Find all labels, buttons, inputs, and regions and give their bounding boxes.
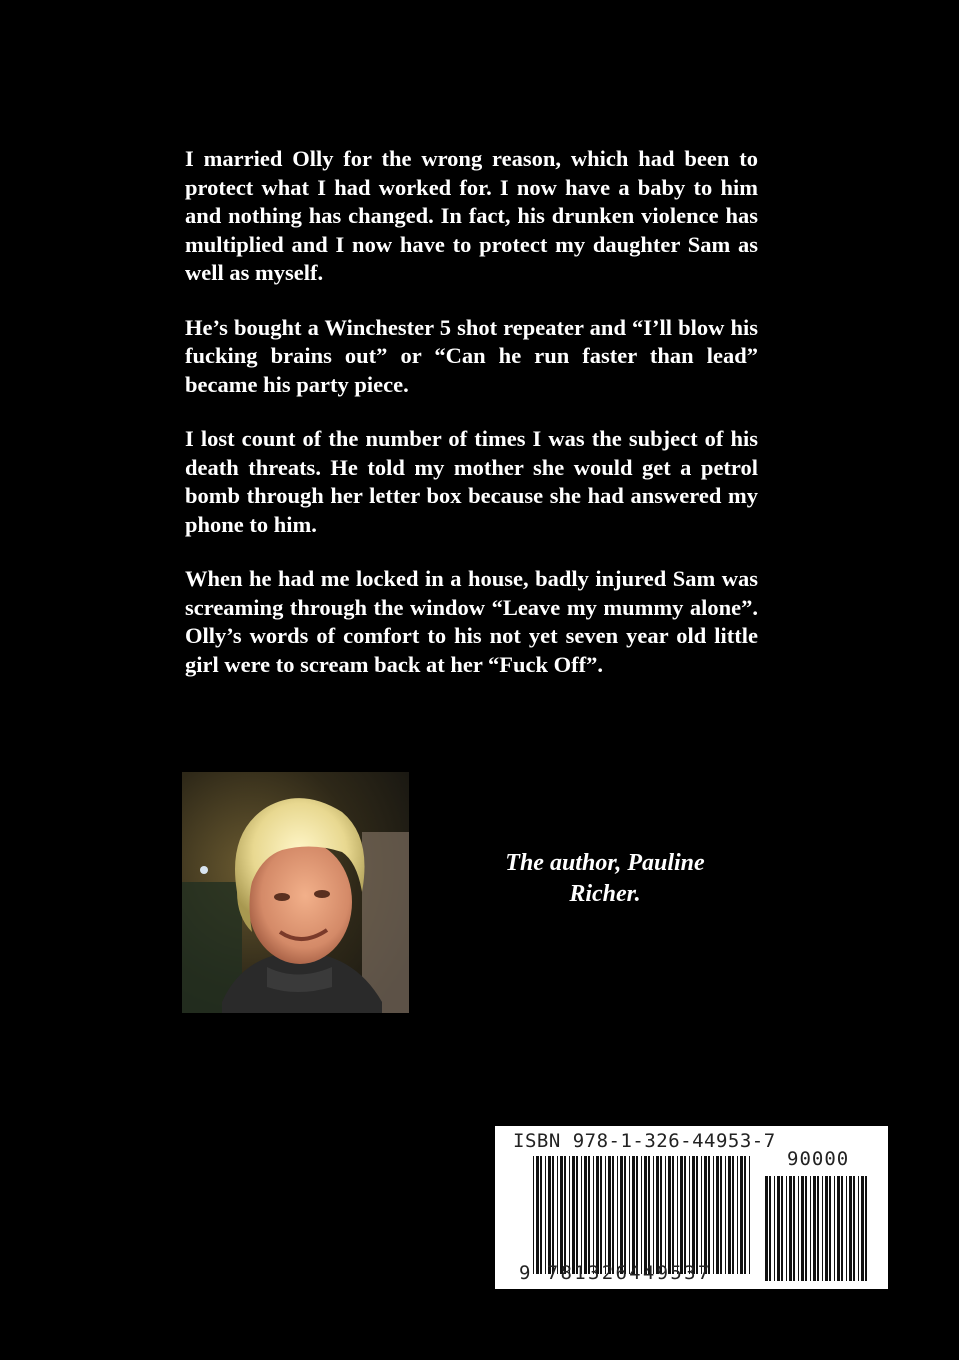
barcode-bar xyxy=(584,1156,587,1274)
ean-digits xyxy=(519,1262,712,1284)
barcode-bar xyxy=(557,1156,558,1274)
barcode-bar xyxy=(560,1156,563,1274)
barcode-bar xyxy=(653,1156,654,1274)
barcode-bar xyxy=(817,1176,819,1281)
barcode-bar xyxy=(569,1156,570,1274)
barcode-bar xyxy=(825,1176,828,1281)
barcode-bar xyxy=(605,1156,606,1274)
ean-first-digit: 9 xyxy=(519,1262,533,1284)
barcode-bar xyxy=(769,1176,771,1281)
blurb-paragraph: I married Olly for the wrong reason, which had been to protect what I had worked for. I now have a baby to him and nothing has changed. In fact, his drunken violence has multiplied and I now have to protect my daughter Sam as well as myself. xyxy=(185,146,758,285)
barcode-bar xyxy=(765,1176,768,1281)
barcode-bar xyxy=(858,1176,859,1281)
barcode-bar xyxy=(704,1156,707,1274)
barcode-bar xyxy=(668,1156,671,1274)
barcode-bar xyxy=(636,1156,638,1274)
barcode-bar xyxy=(834,1176,835,1281)
barcode-bar xyxy=(749,1156,750,1274)
barcode-bar xyxy=(692,1156,695,1274)
barcode-bar xyxy=(865,1176,867,1281)
isbn-number: ISBN 978-1-326-44953-7 xyxy=(513,1130,776,1152)
barcode-bar xyxy=(548,1156,551,1274)
barcode-bar xyxy=(648,1156,650,1274)
barcode-bar xyxy=(725,1156,726,1274)
blurb-paragraph: When he had me locked in a house, badly injured Sam was screaming through the window “Leave my mummy alone”. Olly’s words of comfort to his not yet seven year old little girl were to scream back at her “Fuck Off”. xyxy=(185,566,758,677)
barcode-bar xyxy=(737,1156,738,1274)
barcode-bar xyxy=(588,1156,590,1274)
barcode-bar xyxy=(829,1176,831,1281)
barcode-bar xyxy=(813,1176,816,1281)
barcode-bar xyxy=(672,1156,674,1274)
barcode-bar xyxy=(684,1156,686,1274)
barcode-bar xyxy=(810,1176,811,1281)
barcode-bar xyxy=(632,1156,635,1274)
barcode-bar xyxy=(846,1176,847,1281)
barcode-bar xyxy=(545,1156,546,1274)
barcode-bar xyxy=(617,1156,618,1274)
barcode-bar xyxy=(629,1156,630,1274)
back-cover-blurb xyxy=(185,145,758,705)
barcode-bar xyxy=(572,1156,575,1274)
barcode-bar xyxy=(861,1176,864,1281)
author-caption-line: The author, Pauline xyxy=(505,850,705,876)
barcode-bar xyxy=(677,1156,678,1274)
barcode-bar xyxy=(841,1176,843,1281)
barcode-bar xyxy=(689,1156,690,1274)
barcode-bar xyxy=(665,1156,666,1274)
barcode-bar xyxy=(716,1156,719,1274)
barcode-bar xyxy=(789,1176,792,1281)
author-caption-line: Richer. xyxy=(569,881,641,907)
author-caption xyxy=(460,848,750,910)
barcode-bar xyxy=(581,1156,582,1274)
barcode-bar xyxy=(781,1176,783,1281)
barcode-bar xyxy=(837,1176,840,1281)
barcode-bar xyxy=(680,1156,683,1274)
barcode-bar xyxy=(540,1156,542,1274)
barcode-bar xyxy=(793,1176,795,1281)
barcode-bar xyxy=(624,1156,626,1274)
barcode-bar xyxy=(533,1156,534,1274)
author-portrait-image xyxy=(182,772,409,1013)
barcode-bar xyxy=(728,1156,731,1274)
blurb-paragraph: I lost count of the number of times I was the subject of his death threats. He told my mother she would get a petrol bomb through her letter box because she had answered my phone to him. xyxy=(185,426,758,537)
barcode-bar xyxy=(696,1156,698,1274)
barcode-bar xyxy=(786,1176,787,1281)
isbn-barcode xyxy=(495,1126,888,1289)
barcode-bar xyxy=(732,1156,734,1274)
barcode-bar xyxy=(777,1176,780,1281)
barcode-bar xyxy=(596,1156,599,1274)
barcode-bar xyxy=(612,1156,614,1274)
barcode-bar xyxy=(744,1156,746,1274)
barcode-bar xyxy=(600,1156,602,1274)
barcode-bar xyxy=(720,1156,722,1274)
barcode-bar xyxy=(660,1156,662,1274)
author-photo xyxy=(182,772,409,1013)
barcode-bar xyxy=(801,1176,804,1281)
barcode-bar xyxy=(608,1156,611,1274)
barcode-bar xyxy=(576,1156,578,1274)
barcode-bar xyxy=(708,1156,710,1274)
ean-rest-digits: 781326449537 xyxy=(546,1262,712,1284)
barcode-bar xyxy=(564,1156,566,1274)
barcode-bar xyxy=(656,1156,659,1274)
barcode-bar xyxy=(849,1176,852,1281)
barcode-bar xyxy=(798,1176,799,1281)
barcode-bar xyxy=(593,1156,594,1274)
barcode-bar xyxy=(713,1156,714,1274)
barcode-bar xyxy=(641,1156,642,1274)
barcode-bar xyxy=(853,1176,855,1281)
barcode-bar xyxy=(552,1156,554,1274)
barcode-bar xyxy=(644,1156,647,1274)
barcode-bar xyxy=(822,1176,823,1281)
price-code: 90000 xyxy=(787,1148,850,1170)
barcode-bar xyxy=(774,1176,775,1281)
barcode-bar xyxy=(740,1156,743,1274)
barcode-bar xyxy=(701,1156,702,1274)
barcode-bar xyxy=(536,1156,539,1274)
barcode-bar xyxy=(805,1176,807,1281)
blurb-paragraph: He’s bought a Winchester 5 shot repeater and “I’ll blow his fucking brains out” or “Can he run faster than lead” became his party piece. xyxy=(185,314,758,397)
barcode-bar xyxy=(620,1156,623,1274)
